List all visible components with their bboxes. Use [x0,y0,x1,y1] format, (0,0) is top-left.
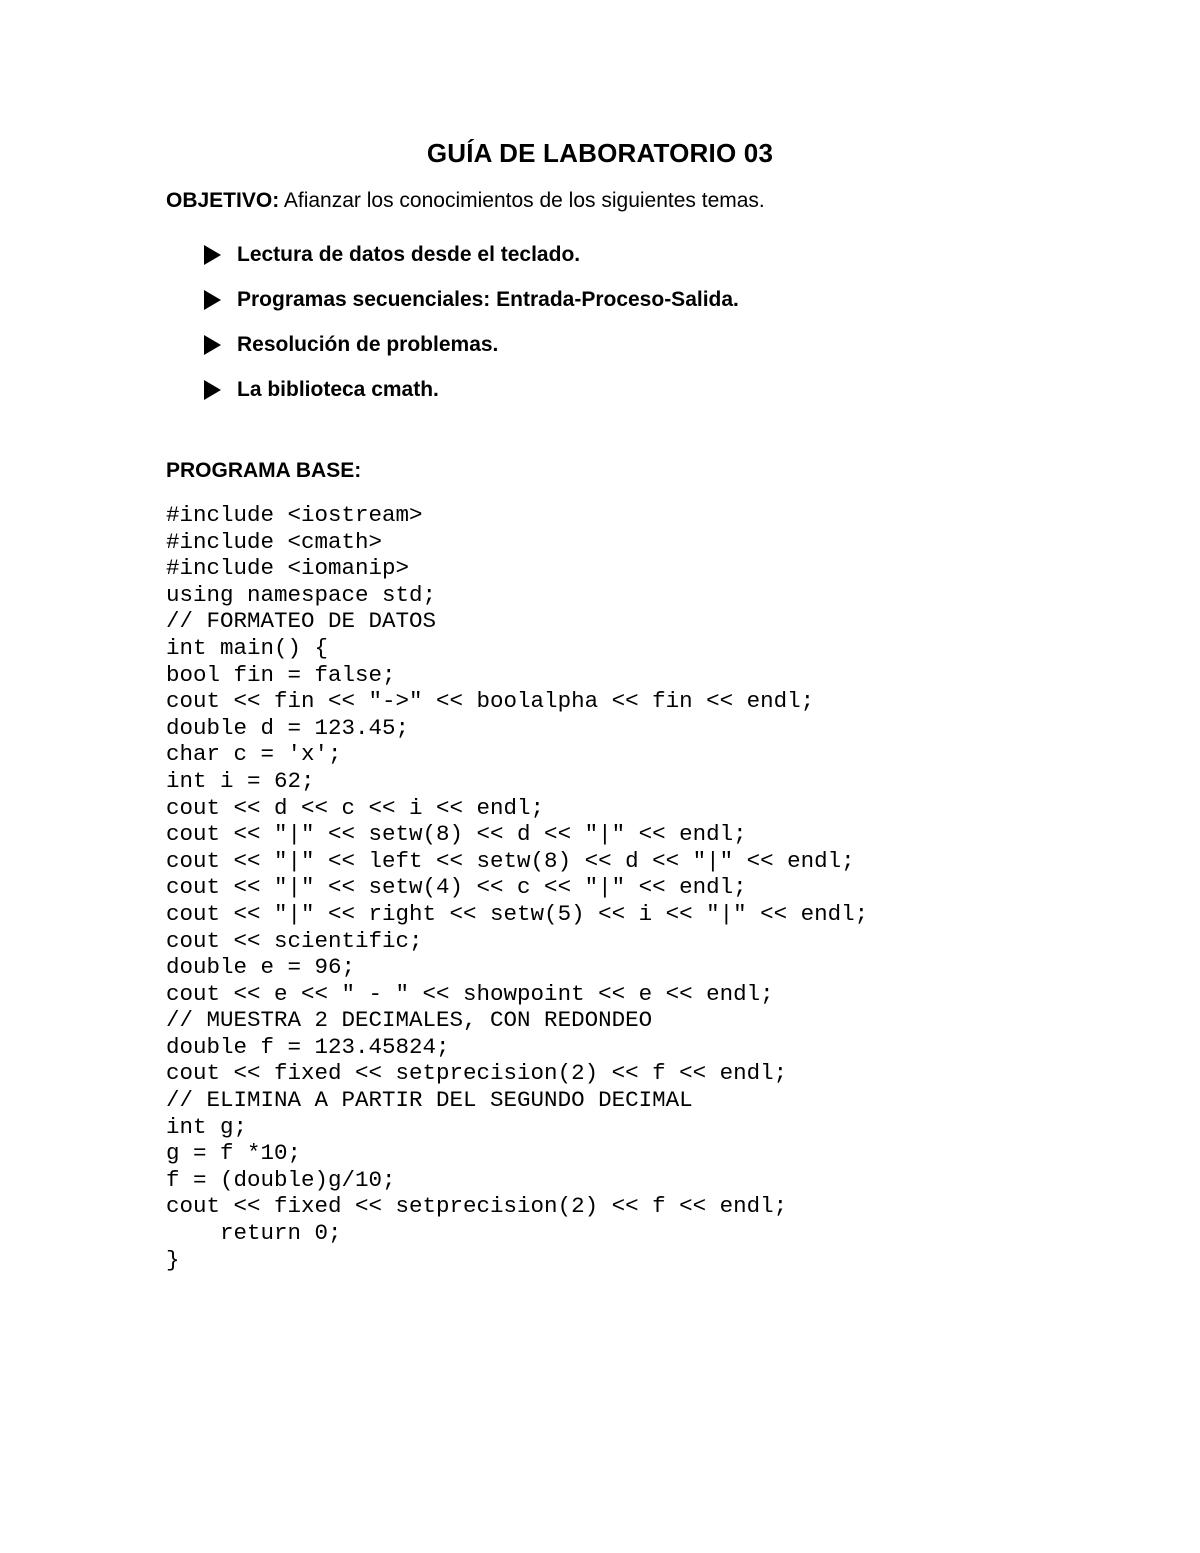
code-line: double d = 123.45; [166,714,410,741]
code-line: #include <iostream> [166,502,423,528]
code-line: cout << d << c << i << endl; [166,794,545,821]
code-line: // MUESTRA 2 DECIMALES, CON REDONDEO [166,1007,653,1034]
list-item [200,232,739,277]
code-line: #include <cmath> [166,528,383,555]
topic-label: Programas secuenciales: Entrada-Proceso-Salida. [237,287,739,311]
code-line: cout << "|" << right << setw(5) << i << "|" << endl; [166,900,869,927]
code-line: cout << e << " - " << showpoint << e << endl; [166,980,774,1007]
code-line: } [166,1246,180,1273]
code-line: #include <iomanip> [166,555,410,582]
code-line: cout << "|" << setw(8) << d << "|" << endl; [166,821,747,848]
code-line: char c = 'x'; [166,741,342,768]
code-line: bool fin = false; [166,661,396,688]
arrow-bullet-icon [204,245,221,265]
code-line: cout << fixed << setprecision(2) << f << endl; [166,1060,788,1087]
code-line: // ELIMINA A PARTIR DEL SEGUNDO DECIMAL [166,1087,693,1114]
code-line: int g; [166,1113,248,1140]
code-line: // FORMATEO DE DATOS [166,608,437,635]
topic-label: Lectura de datos desde el teclado. [237,242,581,266]
code-line: cout << "|" << setw(4) << c << "|" << endl; [166,874,747,901]
code-line: g = f *10; [166,1140,302,1167]
objective-paragraph [166,189,765,213]
list-item [200,367,739,412]
objective-label: OBJETIVO: [166,189,280,212]
code-line: int main() { [166,634,329,661]
arrow-bullet-icon [204,290,221,310]
code-line: cout << scientific; [166,927,423,954]
code-line: double f = 123.45824; [166,1033,450,1060]
objective-text: Afianzar los conocimientos de los siguientes temas. [279,189,765,212]
list-item [200,277,739,322]
topic-label: Resolución de problemas. [237,332,499,356]
arrow-bullet-icon [204,335,221,355]
code-line: return 0; [166,1220,342,1247]
code-line: int i = 62; [166,767,315,794]
code-line: double e = 96; [166,954,356,981]
arrow-bullet-icon [204,380,221,400]
code-line: f = (double)g/10; [166,1166,396,1193]
topic-label: La biblioteca cmath. [237,377,439,401]
section-heading: PROGRAMA BASE: [166,459,362,482]
code-line: using namespace std; [166,581,437,608]
code-block [166,502,868,1273]
code-line: cout << fin << "->" << boolalpha << fin << endl; [166,688,815,715]
topics-list [200,232,739,412]
code-line: cout << "|" << left << setw(8) << d << "|" << endl; [166,847,855,874]
page-title: GUÍA DE LABORATORIO 03 [426,138,774,168]
code-line: cout << fixed << setprecision(2) << f << endl; [166,1193,788,1220]
list-item [200,322,739,367]
